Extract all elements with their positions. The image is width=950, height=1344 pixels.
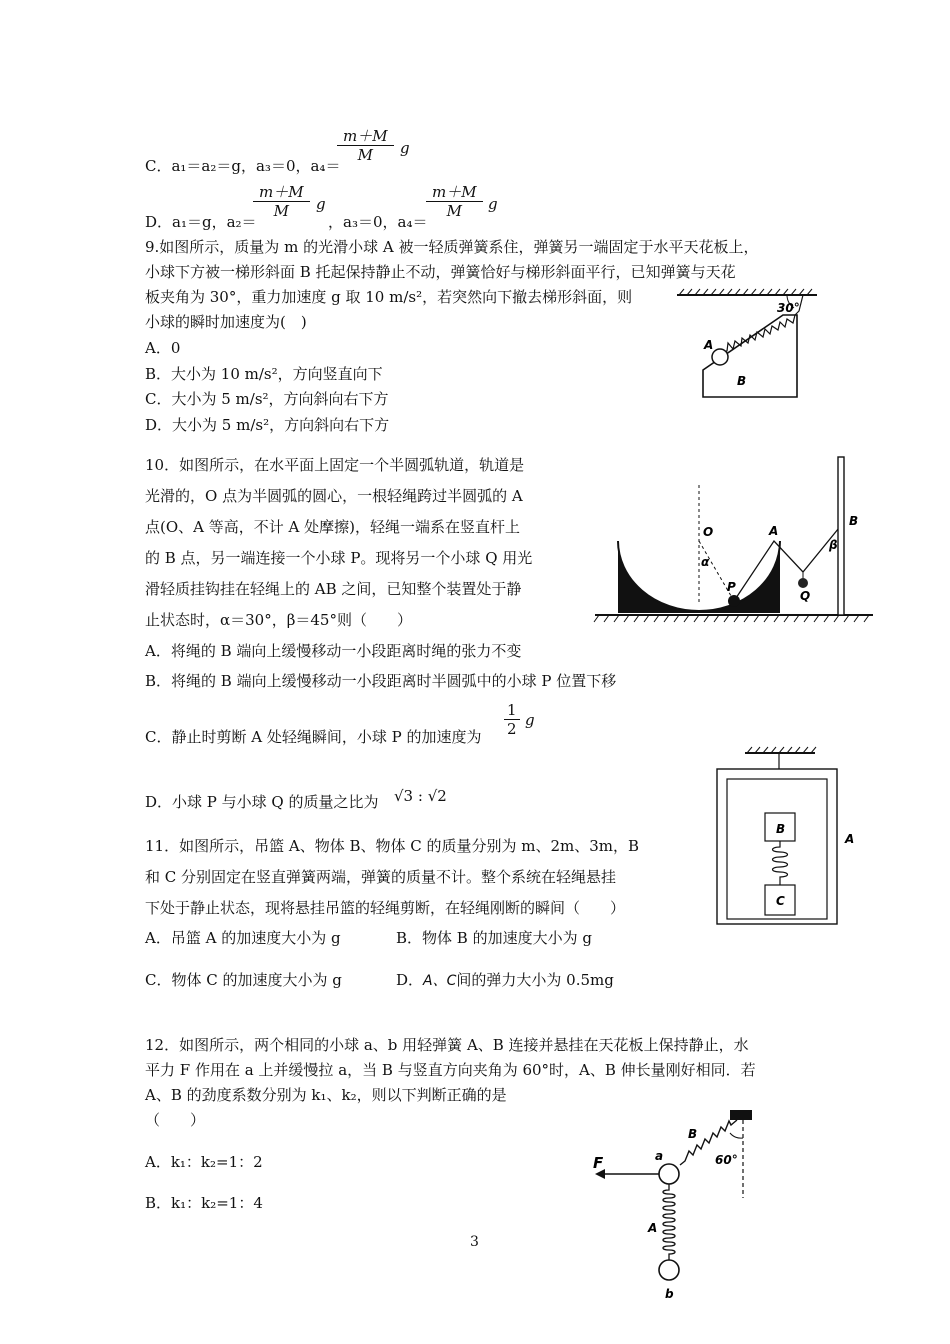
- ground-hatch: [594, 615, 873, 622]
- q11-option-d-ac: A、C: [423, 973, 457, 989]
- label-a: A: [648, 1221, 658, 1235]
- q10-option-d: D．小球 P 与小球 Q 的质量之比为: [145, 793, 379, 811]
- q12-option-b: B．k₁：k₂=1：4: [145, 1194, 263, 1212]
- q11-option-d-suffix: 间的弹力大小为 0.5mg: [456, 971, 614, 989]
- q8-option-d-part2: ，a₃＝0，a₄＝: [328, 213, 428, 231]
- label-o: O: [703, 525, 714, 539]
- ball-q: [798, 578, 808, 588]
- q8-option-d-fraction-2: [426, 183, 483, 220]
- ball-p: [728, 595, 740, 607]
- q11-option-d: [396, 970, 614, 991]
- q11-option-d-prefix: D．: [396, 971, 424, 989]
- q8-option-d-part1: D．a₁＝g，a₂＝: [145, 213, 257, 231]
- fraction-numerator: 1: [504, 701, 520, 720]
- q10-line-1: 10．如图所示，在水平面上固定一个半圆弧轨道，轨道是: [145, 456, 525, 474]
- fraction-denominator: 2: [507, 720, 517, 738]
- q12-option-a: A．k₁：k₂=1：2: [145, 1153, 263, 1171]
- angle-label: 30°: [777, 301, 800, 315]
- label-p: P: [727, 580, 736, 594]
- label-b: B: [849, 514, 859, 528]
- q10-line-3: 点(O、A 等高，不计 A 处摩擦)，轻绳一端系在竖直杆上: [145, 518, 520, 536]
- label-b: B: [737, 374, 747, 388]
- q9-figure: [675, 285, 820, 405]
- ball-b: [659, 1260, 679, 1280]
- fraction-denominator: M: [357, 146, 373, 164]
- q8-option-c-g: g: [400, 139, 410, 157]
- label-a: A: [769, 524, 779, 538]
- ceiling-hatch: [677, 289, 817, 295]
- label-b: B: [688, 1127, 698, 1141]
- label-b: B: [776, 822, 786, 836]
- q10-option-d-ratio: √3 : √2: [394, 787, 447, 805]
- page-number: 3: [470, 1234, 479, 1250]
- q9-option-a: A．0: [145, 339, 181, 357]
- q10-option-b: B．将绳的 B 端向上缓慢移动一小段距离时半圆弧中的小球 P 位置下移: [145, 672, 617, 690]
- ball-a: [659, 1164, 679, 1184]
- fraction-numerator: m＋M: [253, 183, 310, 202]
- q9-option-d: D．大小为 5 m/s²，方向斜向右下方: [145, 416, 390, 434]
- ceiling-mount: [730, 1110, 752, 1120]
- q9-line-3: 板夹角为 30°，重力加速度 g 取 10 m/s²，若突然向下撤去梯形斜面，则: [145, 288, 633, 306]
- q12-line-1: 12．如图所示，两个相同的小球 a、b 用轻弹簧 A、B 连接并悬挂在天花板上保持静止，水: [145, 1036, 749, 1054]
- q10-option-c-g: g: [525, 711, 535, 729]
- ball-a: [712, 349, 728, 365]
- q8-option-d-g2: g: [488, 195, 498, 213]
- label-c: C: [776, 894, 785, 908]
- label-a: A: [704, 338, 714, 352]
- label-alpha: α: [701, 555, 710, 569]
- q9-line-2: 小球下方被一梯形斜面 B 托起保持静止不动，弹簧恰好与梯形斜面平行，已知弹簧与天花: [145, 263, 736, 281]
- q9-line-1: 9.如图所示，质量为 m 的光滑小球 A 被一轻质弹簧系住，弹簧另一端固定于水平天花板上，: [145, 238, 759, 256]
- q10-line-5: 滑轻质挂钩挂在轻绳上的 AB 之间，已知整个装置处于静: [145, 580, 522, 598]
- label-small-a: a: [655, 1149, 664, 1163]
- q8-option-c: C．a₁＝a₂＝g，a₃＝0，a₄＝: [145, 157, 341, 175]
- q10-line-6: 止状态时，α＝30°，β＝45°则（ ）: [145, 611, 412, 629]
- q10-option-c-fraction: [504, 701, 520, 738]
- label-f: F: [593, 1154, 604, 1172]
- q11-option-c: C．物体 C 的加速度大小为 g: [145, 971, 342, 989]
- q11-line-2: 和 C 分别固定在竖直弹簧两端，弹簧的质量不计。整个系统在轻绳悬挂: [145, 868, 617, 886]
- vertical-pole: [838, 457, 844, 615]
- q10-line-2: 光滑的，O 点为半圆弧的圆心，一根轻绳跨过半圆弧的 A: [145, 487, 523, 505]
- label-a: A: [845, 832, 855, 846]
- angle-label: 60°: [715, 1153, 738, 1167]
- label-beta: β: [829, 538, 838, 552]
- fraction-numerator: m＋M: [426, 183, 483, 202]
- label-q: Q: [800, 589, 811, 603]
- q10-figure: [593, 455, 873, 625]
- q11-line-3: 下处于静止状态，现将悬挂吊篮的轻绳剪断，在轻绳刚断的瞬间（ ）: [145, 899, 626, 917]
- q12-line-4: （ ）: [145, 1111, 206, 1129]
- q10-option-a: A．将绳的 B 端向上缓慢移动一小段距离时绳的张力不变: [145, 642, 522, 660]
- q12-figure: [585, 1108, 770, 1338]
- q8-option-c-fraction: [337, 127, 394, 164]
- fraction-numerator: m＋M: [337, 127, 394, 146]
- q9-option-b: B．大小为 10 m/s²，方向竖直向下: [145, 365, 383, 383]
- q11-option-a: A．吊篮 A 的加速度大小为 g: [145, 929, 341, 947]
- fraction-denominator: M: [446, 202, 462, 220]
- q11-option-b: B．物体 B 的加速度大小为 g: [396, 929, 592, 947]
- fraction-denominator: M: [273, 202, 289, 220]
- q8-option-d-fraction-1: [253, 183, 310, 220]
- q12-line-2: 平力 F 作用在 a 上并缓慢拉 a，当 B 与竖直方向夹角为 60°时，A、B 伸长量刚好相同．若: [145, 1061, 756, 1079]
- q11-line-1: 11．如图所示，吊篮 A、物体 B、物体 C 的质量分别为 m、2m、3m，B: [145, 837, 640, 855]
- spring-a: [663, 1184, 675, 1260]
- q10-line-4: 的 B 点，另一端连接一个小球 P。现将另一个小球 Q 用光: [145, 549, 533, 567]
- q9-line-4: 小球的瞬时加速度为( ): [145, 313, 307, 331]
- label-small-b: b: [665, 1287, 674, 1301]
- q8-option-d-g1: g: [316, 195, 326, 213]
- q9-option-c: C．大小为 5 m/s²，方向斜向右下方: [145, 390, 389, 408]
- q12-line-3: A、B 的劲度系数分别为 k₁、k₂，则以下判断正确的是: [145, 1086, 507, 1104]
- q10-option-c: C．静止时剪断 A 处轻绳瞬间，小球 P 的加速度为: [145, 728, 482, 746]
- q11-figure: [715, 745, 855, 930]
- ceiling-hatch: [745, 747, 816, 753]
